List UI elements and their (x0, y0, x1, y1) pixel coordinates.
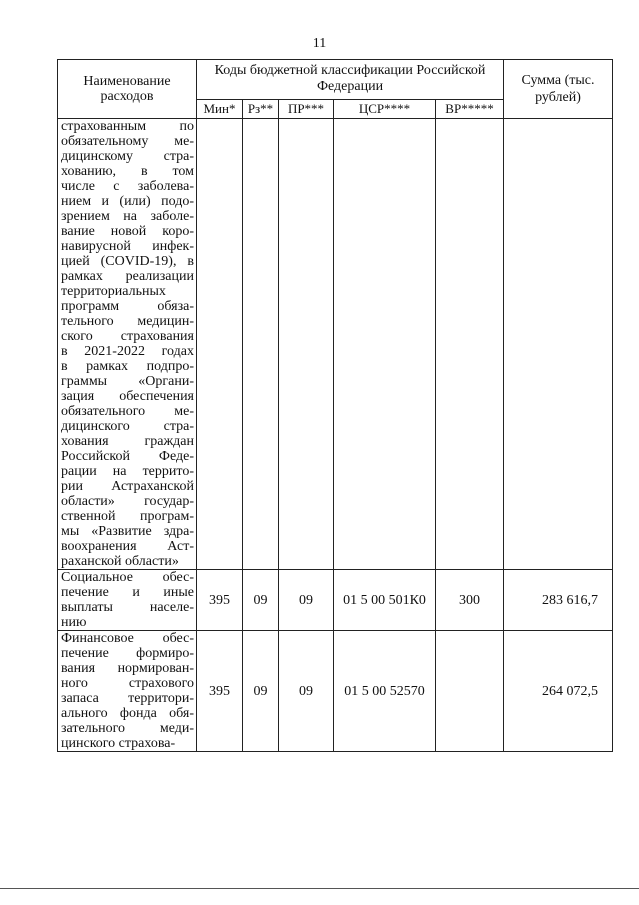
header-sum: Сумма (тыс. рублей) (504, 60, 613, 119)
expense-name-line: цинского страхова- (61, 736, 176, 751)
code-csr: 01 5 00 501К0 (334, 570, 436, 631)
expense-name-line: обязательному ме- (61, 134, 194, 149)
expense-name (58, 631, 197, 752)
header-vr: ВР***** (436, 100, 504, 119)
expense-name-line: мы «Развитие здра- (61, 524, 194, 539)
expense-name-line: Финансовое обес- (61, 631, 194, 646)
table-row (58, 119, 613, 570)
expense-name-line: тельного медицин- (61, 314, 194, 329)
header-codes-group: Коды бюджетной классификации Российской Федерации (197, 60, 504, 100)
expense-name-line: в 2021-2022 годах (61, 344, 194, 359)
expense-name-line: в рамках подпро- (61, 359, 194, 374)
expense-name-line: цией (COVID-19), в (61, 254, 194, 269)
expense-name-line: обязательного ме- (61, 404, 194, 419)
expense-name-line: рамках реализации (61, 269, 194, 284)
code-pr (279, 119, 334, 570)
table-row (58, 631, 613, 752)
amount (504, 119, 613, 570)
expense-name-line: Российской Феде- (61, 449, 194, 464)
code-csr: 01 5 00 52570 (334, 631, 436, 752)
expense-name-line: воохранения Аст- (61, 539, 194, 554)
expense-name-line: ственной програм- (61, 509, 194, 524)
expense-name-line: навирусной инфек- (61, 239, 194, 254)
code-min: 395 (197, 631, 243, 752)
code-pr: 09 (279, 570, 334, 631)
expense-name-line: зательного меди- (61, 721, 194, 736)
expense-name-line: вание новой коро- (61, 224, 194, 239)
expense-name-line: раханской области» (61, 554, 179, 569)
code-vr: 300 (436, 570, 504, 631)
expense-name-line: ного страхового (61, 676, 194, 691)
code-min: 395 (197, 570, 243, 631)
header-min: Мин* (197, 100, 243, 119)
expense-name-line: программ обяза- (61, 299, 194, 314)
header-rz: Рз** (243, 100, 279, 119)
expense-name-line: рии Астраханской (61, 479, 194, 494)
expense-name-line: печение и иные (61, 585, 194, 600)
code-min (197, 119, 243, 570)
code-rz: 09 (243, 631, 279, 752)
expense-name-line: граммы «Органи- (61, 374, 194, 389)
header-csr: ЦСР**** (334, 100, 436, 119)
expense-name-line: печение формиро- (61, 646, 194, 661)
expense-name-line: запаса территори- (61, 691, 194, 706)
expense-name (58, 119, 197, 570)
expense-name-line: хования граждан (61, 434, 194, 449)
code-rz (243, 119, 279, 570)
expense-name-line: нием и (или) подо- (61, 194, 194, 209)
expense-name-line: области» государ- (61, 494, 194, 509)
expense-name (58, 570, 197, 631)
amount: 264 072,5 (504, 631, 613, 752)
expense-name-line: выплаты населе- (61, 600, 194, 615)
expense-name-line: страхованным по (61, 119, 194, 134)
expense-name-line: зрением на заболе- (61, 209, 194, 224)
expense-name-line: дицинского стра- (61, 419, 194, 434)
expense-name-line: рации на террито- (61, 464, 194, 479)
expense-name-line: вания нормирован- (61, 661, 194, 676)
code-pr: 09 (279, 631, 334, 752)
expense-name-line: нию (61, 615, 87, 630)
budget-table (57, 59, 613, 752)
header-name: Наименование расходов (58, 60, 197, 119)
expense-name-line: Социальное обес- (61, 570, 194, 585)
code-rz: 09 (243, 570, 279, 631)
header-pr: ПР*** (279, 100, 334, 119)
table-row (58, 570, 613, 631)
code-vr (436, 631, 504, 752)
expense-name-line: зация обеспечения (61, 389, 194, 404)
code-csr (334, 119, 436, 570)
expense-name-line: хованию, в том (61, 164, 194, 179)
expense-name-line: ского страхования (61, 329, 194, 344)
expense-name-line: числе с заболева- (61, 179, 194, 194)
code-vr (436, 119, 504, 570)
page-number: 11 (312, 36, 327, 51)
bottom-rule (0, 888, 639, 889)
expense-name-line: ального фонда обя- (61, 706, 194, 721)
expense-name-line: дицинскому стра- (61, 149, 194, 164)
amount: 283 616,7 (504, 570, 613, 631)
expense-name-line: территориальных (61, 284, 166, 299)
